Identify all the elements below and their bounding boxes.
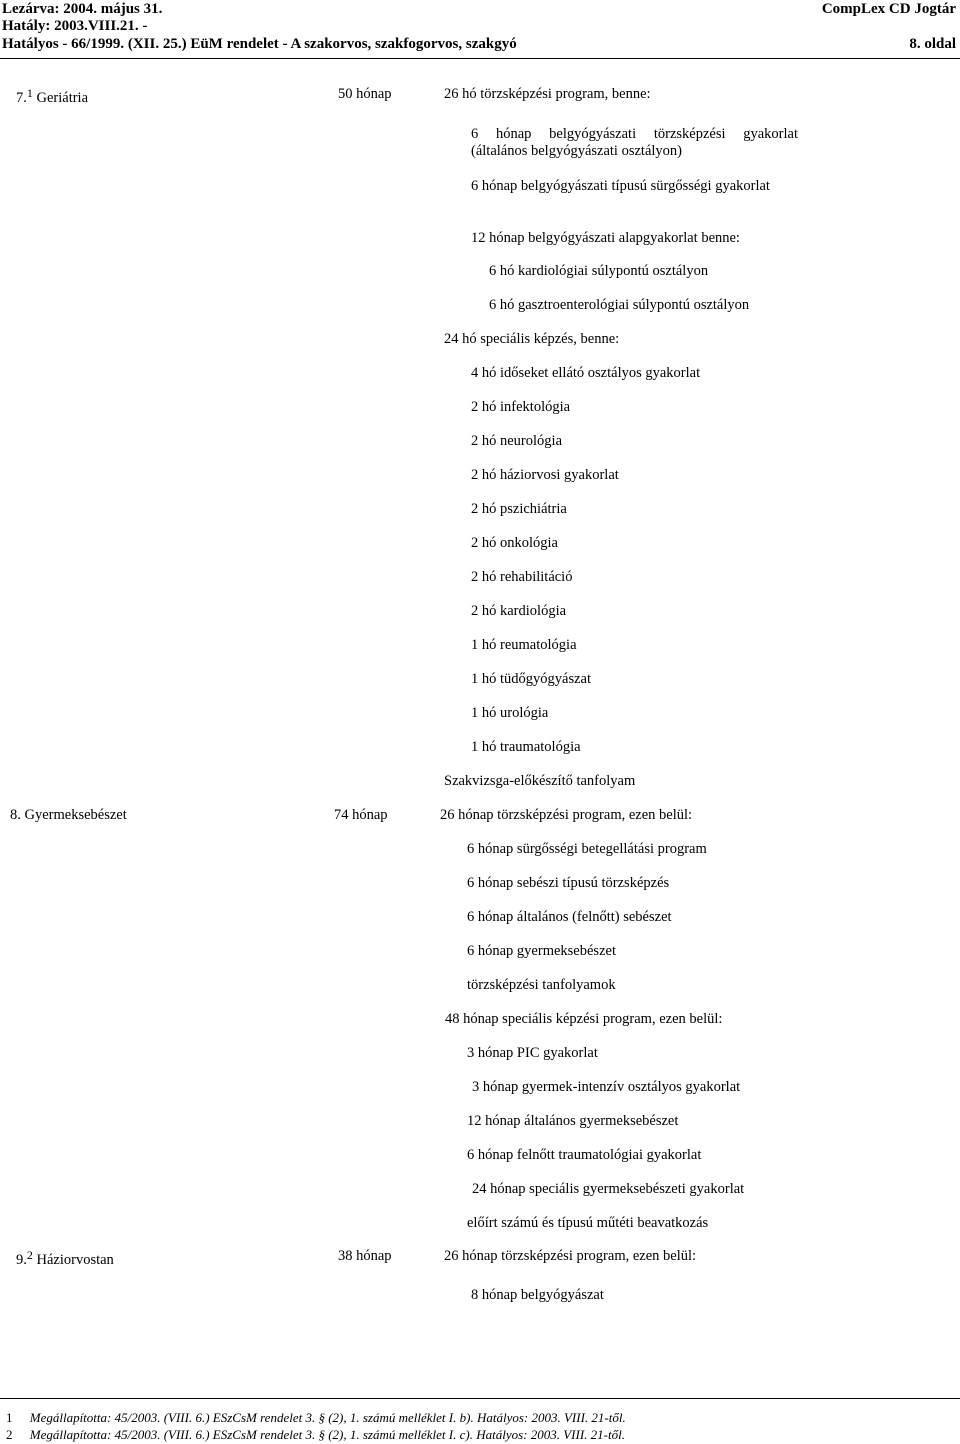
footnote-ref: 2 (26, 1248, 33, 1262)
row-specialty-name: Gyermeksebészet (24, 807, 127, 823)
program-line: 3 hónap gyermek-intenzív osztályos gyakorlat (472, 1079, 741, 1095)
program-line: 2 hó onkológia (471, 535, 558, 551)
footnote-divider (0, 1398, 960, 1399)
header-page-number: 8. oldal (909, 36, 956, 52)
program-line: 8 hónap belgyógyászat (471, 1287, 604, 1303)
footnote-ref: 1 (26, 86, 33, 100)
row-haziorvostan-duration: 38 hónap (338, 1248, 392, 1264)
footnote-text: Megállapította: 45/2003. (VIII. 6.) ESzCsM rendelet 3. § (2), 1. számú melléklet I. b). Hatályos: 2003. VIII. 21-től. (29, 1410, 626, 1425)
footnote-text: Megállapította: 45/2003. (VIII. 6.) ESzCsM rendelet 3. § (2), 1. számú melléklet I. c). Hatályos: 2003. VIII. 21-től. (29, 1427, 625, 1442)
program-line: 1 hó reumatológia (471, 637, 577, 653)
program-line: 2 hó pszichiátria (471, 501, 567, 517)
program-line: 2 hó háziorvosi gyakorlat (471, 467, 619, 483)
program-line: 6 hónap gyermeksebészet (467, 943, 616, 959)
row-number: 8. (10, 807, 21, 823)
program-line: Szakvizsga-előkészítő tanfolyam (444, 773, 636, 789)
program-line: 2 hó neurológia (471, 433, 563, 449)
program-line: 1 hó traumatológia (471, 739, 581, 755)
row-geriatria-label (16, 86, 89, 107)
row-number: 7. (16, 90, 27, 106)
header-divider (0, 58, 960, 59)
program-line: előírt számú és típusú műtéti beavatkozás (467, 1215, 709, 1231)
program-line: 6 hónap sebészi típusú törzsképzés (467, 875, 670, 891)
footnote-2 (6, 1427, 625, 1442)
row-number: 9. (16, 1252, 27, 1268)
program-line: 6 hónap sürgősségi betegellátási program (467, 841, 707, 857)
program-line: 26 hónap törzsképzési program, ezen belül: (444, 1248, 697, 1264)
program-line: 2 hó kardiológia (471, 603, 567, 619)
footnote-number: 2 (6, 1427, 13, 1442)
program-line: 26 hó törzsképzési program, benne: (444, 86, 651, 102)
program-line: 48 hónap speciális képzési program, ezen belül: (445, 1011, 723, 1027)
footnote-1 (6, 1410, 626, 1425)
header-closed-date: Lezárva: 2004. május 31. (2, 1, 163, 17)
program-line: 6 hónap belgyógyászati típusú sürgősségi gyakorlat (471, 178, 770, 194)
program-line: 6 hó kardiológiai súlypontú osztályon (489, 263, 709, 279)
program-line: 6 hó gasztroenterológiai súlypontú osztályon (489, 297, 750, 313)
program-line: 1 hó tüdőgyógyászat (471, 671, 592, 687)
row-specialty-name: Geriátria (36, 90, 89, 106)
program-line: 24 hó speciális képzés, benne: (444, 331, 620, 347)
program-line: 26 hónap törzsképzési program, ezen belül: (440, 807, 693, 823)
program-line: 6 hónap felnőtt traumatológiai gyakorlat (467, 1147, 702, 1163)
program-line: 2 hó infektológia (471, 399, 571, 415)
header-document-title: Hatályos - 66/1999. (XII. 25.) EüM rendelet - A szakorvos, szakfogorvos, szakgyó (2, 36, 517, 52)
row-geriatria-duration: 50 hónap (338, 86, 392, 102)
row-specialty-name: Háziorvostan (36, 1252, 114, 1268)
program-line: 1 hó urológia (471, 705, 549, 721)
row-haziorvostan-label (16, 1248, 114, 1269)
program-line: 2 hó rehabilitáció (471, 569, 573, 585)
program-line: 6 hónap általános (felnőtt) sebészet (467, 909, 672, 925)
header-effect: Hatály: 2003.VIII.21. - (2, 18, 148, 34)
program-line: 12 hónap általános gyermeksebészet (467, 1113, 679, 1129)
header-brand: CompLex CD Jogtár (821, 1, 956, 17)
program-line: 3 hónap PIC gyakorlat (467, 1045, 598, 1061)
program-line: 24 hónap speciális gyermeksebészeti gyakorlat (472, 1181, 745, 1197)
program-line: 6 hónap belgyógyászati törzsképzési gyakorlat (általános belgyógyászati osztályon) (471, 126, 798, 159)
row-gyermeksebeszet-label (10, 807, 127, 824)
footnote-number: 1 (6, 1410, 13, 1425)
row-gyermeksebeszet-duration: 74 hónap (334, 807, 388, 823)
program-line: törzsképzési tanfolyamok (467, 977, 616, 993)
program-line: 4 hó időseket ellátó osztályos gyakorlat (471, 365, 701, 381)
program-line: 12 hónap belgyógyászati alapgyakorlat benne: (471, 230, 740, 246)
